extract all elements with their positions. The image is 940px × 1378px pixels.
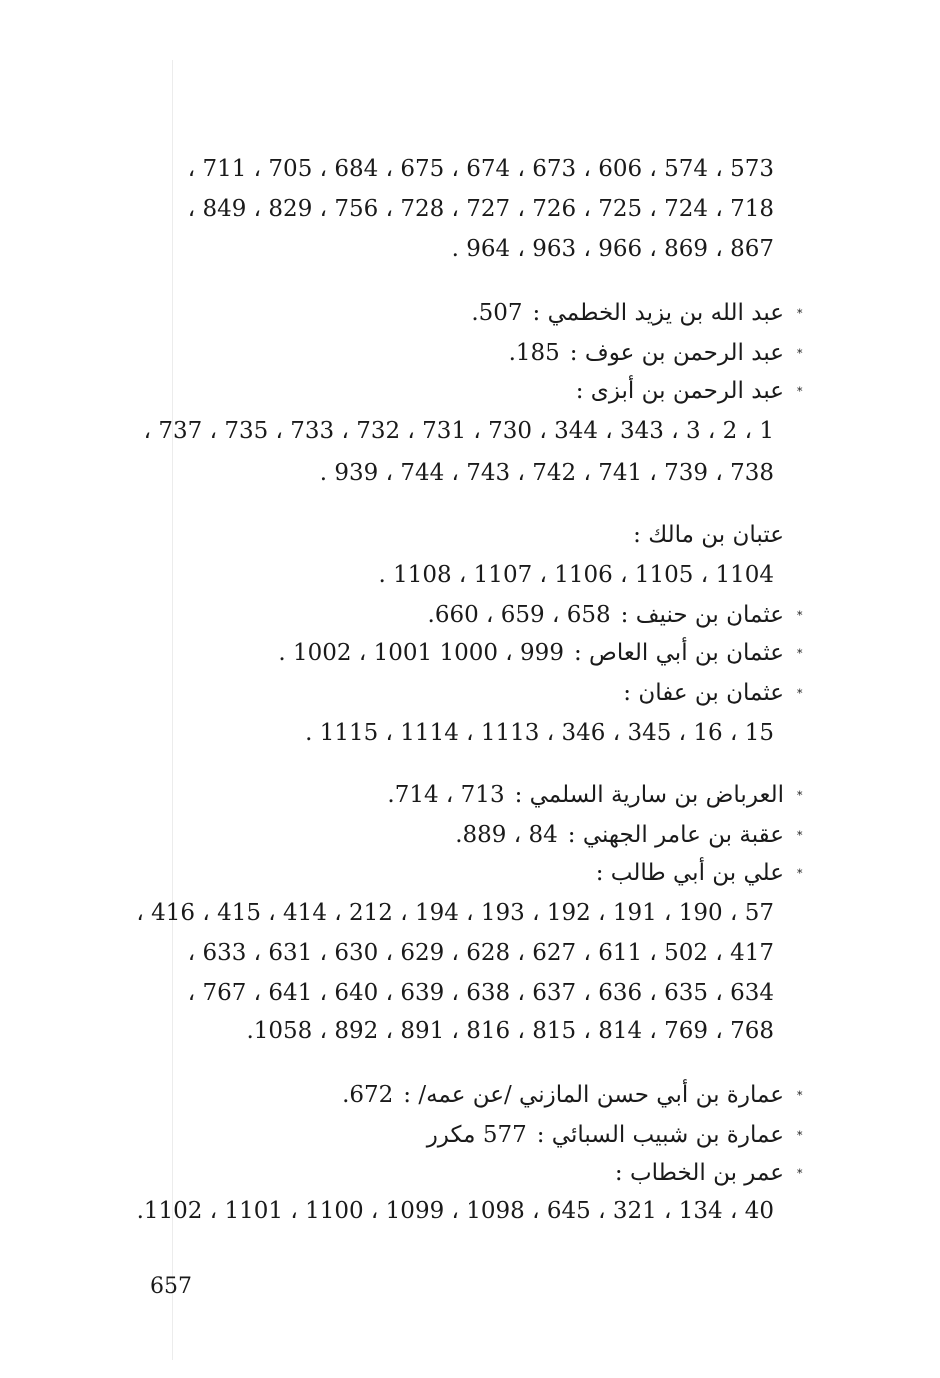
index-line — [305, 718, 812, 748]
bullet-icon: * — [797, 687, 803, 700]
entry-refs: 999 ، 1000 1001 ، 1002 . — [278, 640, 564, 666]
entry-refs: 57 ، 190 ، 191 ، 192 ، 193 ، 194 ، 212 ، 414 ، 415 ، 416 ، — [136, 900, 774, 926]
entry-name: عتبان بن مالك : — [633, 522, 784, 548]
index-entry — [387, 780, 812, 811]
entry-refs: 867 ، 869 ، 966 ، 963 ، 964 . — [451, 236, 774, 262]
bullet-icon: * — [797, 1089, 803, 1102]
index-line — [188, 938, 812, 968]
entry-refs: 15 ، 16 ، 345 ، 346 ، 1113 ، 1114 ، 1115 . — [305, 720, 774, 746]
bullet-icon: * — [797, 347, 803, 360]
bullet-icon: * — [797, 609, 803, 622]
index-entry — [566, 376, 812, 407]
page-number: 657 — [150, 1274, 192, 1299]
bullet-icon: * — [797, 647, 803, 660]
entry-name: عقبة بن عامر الجهني : — [567, 822, 784, 848]
bullet-icon: * — [797, 307, 803, 320]
gutter-line — [172, 60, 173, 1360]
index-line — [137, 1196, 812, 1226]
index-entry — [342, 1080, 812, 1111]
entry-refs: 417 ، 502 ، 611 ، 627 ، 628 ، 629 ، 630 ، 631 ، 633 ، — [187, 940, 774, 966]
entry-refs: 1 ، 2 ، 3 ، 343 ، 344 ، 730 ، 731 ، 732 ، 733 ، 735 ، 737 ، — [143, 418, 774, 444]
entry-refs: 768 ، 769 ، 814 ، 815 ، 816 ، 891 ، 892 ، 1058. — [246, 1018, 774, 1044]
entry-name: عثمان بن عفان : — [623, 680, 784, 706]
index-line — [136, 898, 812, 928]
index-entry — [509, 338, 812, 369]
index-line — [144, 416, 812, 446]
entry-refs: 40 ، 134 ، 321 ، 645 ، 1098 ، 1099 ، 1100 ، 1101 ، 1102. — [136, 1198, 774, 1224]
index-entry — [427, 1120, 812, 1151]
entry-name: عبد الرحمن بن عوف : — [569, 340, 784, 366]
entry-refs: 577 مكرر — [426, 1122, 527, 1148]
entry-refs: 84 ، 889. — [455, 822, 558, 848]
index-entry — [613, 678, 812, 709]
index-entry — [471, 298, 812, 329]
bullet-icon: * — [797, 789, 803, 802]
entry-name: عبد الرحمن بن أبزى : — [575, 378, 784, 404]
index-line — [188, 194, 812, 224]
entry-name: علي بن أبي طالب : — [595, 860, 784, 886]
index-entry — [623, 520, 812, 550]
entry-name: عمارة بن شبيب السبائي : — [536, 1122, 784, 1148]
entry-name: عمارة بن أبي حسن المازني /عن عمه/ : — [403, 1082, 784, 1108]
index-entry — [455, 820, 812, 851]
index-line — [320, 458, 812, 488]
bullet-icon: * — [797, 867, 803, 880]
entry-refs: 185. — [508, 340, 560, 366]
entry-refs: 507. — [471, 300, 523, 326]
index-line — [452, 234, 812, 264]
index-entry — [605, 1158, 812, 1189]
entry-refs: 672. — [342, 1082, 394, 1108]
bullet-icon: * — [797, 1129, 803, 1142]
entry-refs: 573 ، 574 ، 606 ، 673 ، 674 ، 675 ، 684 ، 705 ، 711 ، — [187, 156, 774, 182]
entry-name: عثمان بن أبي العاص : — [573, 640, 784, 666]
index-line — [246, 1016, 812, 1046]
index-line — [378, 560, 812, 590]
entry-name: عبد الله بن يزيد الخطمي : — [532, 300, 784, 326]
entry-refs: 713 ، 714. — [387, 782, 505, 808]
entry-refs: 718 ، 724 ، 725 ، 726 ، 727 ، 728 ، 756 ، 829 ، 849 ، — [187, 196, 774, 222]
entry-name: عثمان بن حنيف : — [620, 602, 784, 628]
bullet-icon: * — [797, 1167, 803, 1180]
bullet-icon: * — [797, 385, 803, 398]
entry-refs: 1104 ، 1105 ، 1106 ، 1107 ، 1108 . — [378, 562, 774, 588]
entry-refs: 634 ، 635 ، 636 ، 637 ، 638 ، 639 ، 640 ، 641 ، 767 ، — [187, 980, 774, 1006]
index-entry — [278, 638, 812, 669]
index-line — [188, 154, 812, 184]
bullet-icon: * — [797, 829, 803, 842]
entry-refs: 658 ، 659 ، 660. — [427, 602, 611, 628]
index-entry — [428, 600, 812, 631]
entry-name: العرباض بن سارية السلمي : — [514, 782, 784, 808]
entry-refs: 738 ، 739 ، 741 ، 742 ، 743 ، 744 ، 939 . — [319, 460, 774, 486]
index-entry — [586, 858, 812, 889]
entry-name: عمر بن الخطاب : — [614, 1160, 784, 1186]
index-line — [188, 978, 812, 1008]
